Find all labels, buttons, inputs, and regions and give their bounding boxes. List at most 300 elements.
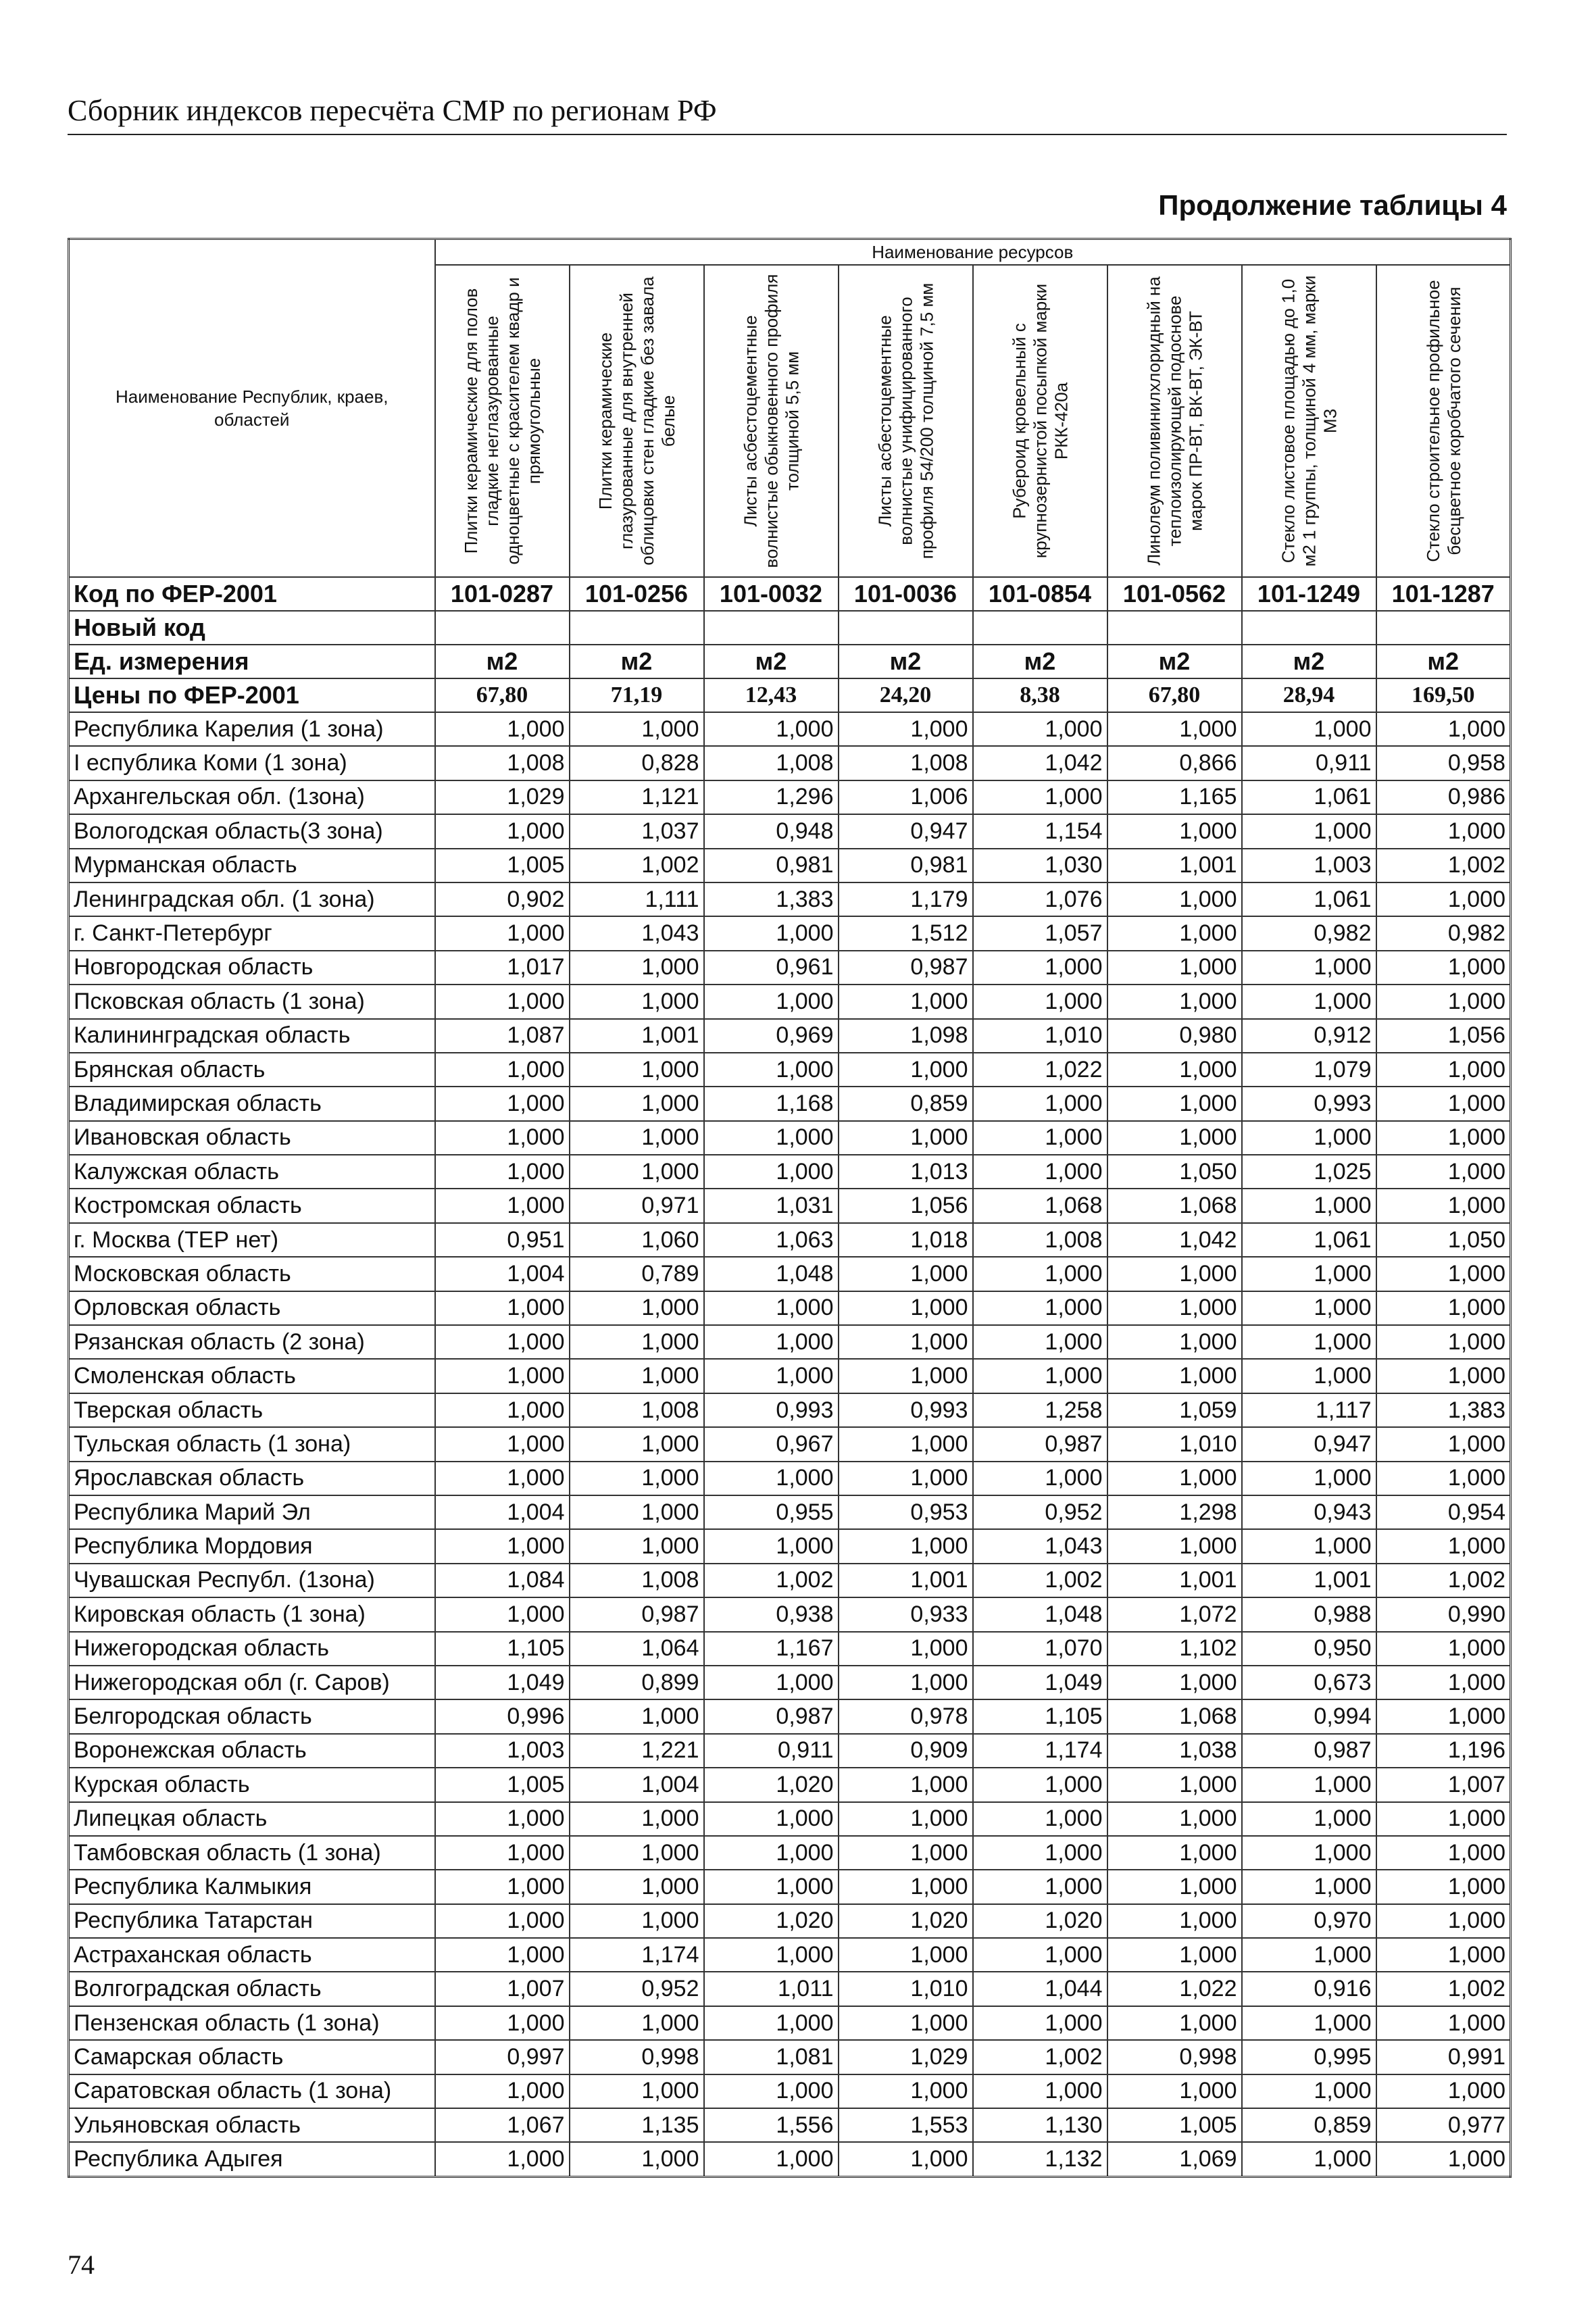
index-value: 1,004 [570, 1768, 704, 1801]
index-value: 1,000 [704, 1870, 839, 1903]
index-value: 1,132 [973, 2142, 1107, 2176]
table-row [69, 1393, 1511, 1427]
index-value: 0,995 [1242, 2040, 1376, 2074]
index-value: 1,000 [973, 2074, 1107, 2108]
index-value: 1,000 [435, 1087, 570, 1120]
index-value: 1,174 [973, 1734, 1107, 1768]
index-value: 1,000 [1242, 951, 1376, 985]
index-value: 1,000 [1376, 1632, 1511, 1666]
index-value: 1,000 [839, 1938, 973, 1972]
table-row [69, 1836, 1511, 1870]
resource-header-wrap [1377, 266, 1511, 576]
index-value: 1,000 [973, 1768, 1107, 1801]
new-code-row-label: Новый код [69, 611, 435, 645]
index-value: 1,196 [1376, 1734, 1511, 1768]
index-value: 1,000 [973, 951, 1107, 985]
region-name: Тульская область (1 зона) [69, 1427, 435, 1461]
index-value: 1,000 [704, 2006, 839, 2040]
resource-header-wrap [974, 266, 1107, 576]
table-row [69, 746, 1511, 780]
price-row-value: 28,94 [1242, 678, 1376, 712]
index-value: 0,951 [435, 1223, 570, 1257]
index-value: 1,013 [839, 1155, 973, 1189]
region-name: Владимирская область [69, 1087, 435, 1120]
index-value: 1,000 [1376, 1904, 1511, 1938]
table-row [69, 1666, 1511, 1699]
index-value: 1,000 [1242, 2142, 1376, 2176]
index-value: 1,017 [435, 951, 570, 985]
index-value: 1,000 [1242, 1325, 1376, 1359]
index-value: 1,048 [973, 1597, 1107, 1631]
index-value: 1,000 [839, 985, 973, 1018]
index-value: 0,943 [1242, 1495, 1376, 1529]
index-value: 1,010 [1107, 1427, 1242, 1461]
table-row [69, 1699, 1511, 1733]
resource-name: Листы асбестоцементные волнистые обыкновенного профиля толщиной 5,5 мм [740, 274, 803, 568]
index-value: 1,000 [839, 1427, 973, 1461]
index-value: 0,981 [704, 849, 839, 882]
index-value: 1,167 [704, 1632, 839, 1666]
region-name: I еспублика Коми (1 зона) [69, 746, 435, 780]
price-row [69, 678, 1511, 712]
index-value: 1,044 [973, 1972, 1107, 2006]
index-value: 1,000 [839, 2142, 973, 2176]
index-value: 1,000 [1107, 1291, 1242, 1325]
index-value: 1,000 [1107, 1802, 1242, 1836]
index-value: 1,000 [704, 712, 839, 746]
index-value: 1,000 [839, 1666, 973, 1699]
index-value: 1,000 [1107, 1904, 1242, 1938]
index-value: 0,950 [1242, 1632, 1376, 1666]
index-value: 1,000 [839, 1768, 973, 1801]
index-value: 1,072 [1107, 1597, 1242, 1631]
code-row-label: Код по ФЕР-2001 [69, 577, 435, 611]
index-value: 1,003 [1242, 849, 1376, 882]
index-value: 0,952 [973, 1495, 1107, 1529]
new-code-row-value [704, 611, 839, 645]
region-name: Нижегородская область [69, 1632, 435, 1666]
index-value: 1,000 [1107, 1359, 1242, 1393]
code-row-value: 101-0854 [973, 577, 1107, 611]
index-value: 0,970 [1242, 1904, 1376, 1938]
table-row [69, 1053, 1511, 1087]
index-value: 1,049 [435, 1666, 570, 1699]
index-value: 1,002 [1376, 1972, 1511, 2006]
index-value: 1,050 [1376, 1223, 1511, 1257]
index-value: 1,050 [1107, 1155, 1242, 1189]
index-value: 1,000 [1376, 1836, 1511, 1870]
index-value: 1,000 [839, 1257, 973, 1291]
unit-row-value: м2 [973, 645, 1107, 678]
resource-header-wrap [839, 266, 973, 576]
price-row-value: 169,50 [1376, 678, 1511, 712]
index-value: 1,059 [1107, 1393, 1242, 1427]
index-value: 1,005 [435, 849, 570, 882]
resource-header-wrap [570, 266, 704, 576]
index-value: 1,000 [435, 1189, 570, 1222]
index-value: 0,987 [570, 1597, 704, 1631]
index-value: 1,000 [1376, 2142, 1511, 2176]
new-code-row-value [1107, 611, 1242, 645]
index-value: 1,030 [973, 849, 1107, 882]
index-value: 0,993 [839, 1393, 973, 1427]
price-row-value: 8,38 [973, 678, 1107, 712]
region-name: Самарская область [69, 2040, 435, 2074]
resource-name: Линолеум поливинилхлоридный на теплоизолирующей подоснове марок ПР-ВТ, ВК-ВТ, ЭК-ВТ [1143, 276, 1206, 566]
table-row [69, 951, 1511, 985]
table-row [69, 1257, 1511, 1291]
index-value: 0,990 [1376, 1597, 1511, 1631]
region-name: Ленинградская обл. (1 зона) [69, 882, 435, 916]
index-value: 1,000 [570, 1053, 704, 1087]
region-name: Саратовская область (1 зона) [69, 2074, 435, 2108]
index-value: 1,000 [1242, 1802, 1376, 1836]
code-row-value: 101-1287 [1376, 577, 1511, 611]
index-value: 1,084 [435, 1564, 570, 1597]
index-value: 1,000 [1107, 916, 1242, 950]
index-value: 1,008 [973, 1223, 1107, 1257]
region-name: Орловская область [69, 1291, 435, 1325]
index-value: 1,000 [704, 1529, 839, 1563]
new-code-row [69, 611, 1511, 645]
region-name: Псковская область (1 зона) [69, 985, 435, 1018]
index-value: 1,020 [704, 1904, 839, 1938]
index-value: 1,000 [973, 780, 1107, 814]
index-value: 0,993 [704, 1393, 839, 1427]
unit-row-value: м2 [704, 645, 839, 678]
index-value: 0,673 [1242, 1666, 1376, 1699]
unit-row-value: м2 [1376, 645, 1511, 678]
index-value: 1,000 [1376, 1529, 1511, 1563]
table-row [69, 1189, 1511, 1222]
index-value: 0,982 [1376, 916, 1511, 950]
index-value: 1,068 [1107, 1189, 1242, 1222]
table-row [69, 2040, 1511, 2074]
page-header-title: Сборник индексов пересчёта СМР по регионам РФ [68, 94, 717, 127]
index-value: 1,000 [1376, 1087, 1511, 1120]
index-value: 1,221 [570, 1734, 704, 1768]
index-value: 1,000 [1242, 2006, 1376, 2040]
index-value: 1,038 [1107, 1734, 1242, 1768]
index-value: 1,079 [1242, 1053, 1376, 1087]
index-value: 1,000 [435, 1597, 570, 1631]
index-value: 1,006 [839, 780, 973, 814]
region-name: Ивановская область [69, 1121, 435, 1155]
table-row [69, 1223, 1511, 1257]
table-row [69, 712, 1511, 746]
table-row [69, 1359, 1511, 1393]
index-value: 1,000 [839, 1462, 973, 1495]
index-value: 1,068 [1107, 1699, 1242, 1733]
index-value: 1,000 [1242, 1836, 1376, 1870]
resource-header-wrap [705, 266, 839, 576]
index-value: 1,008 [570, 1564, 704, 1597]
resource-name: Стекло листовое площадью до 1,0 м2 1 группы, толщиной 4 мм, марки М3 [1278, 275, 1341, 567]
index-value: 0,998 [570, 2040, 704, 2074]
index-value: 1,105 [435, 1632, 570, 1666]
index-value: 1,000 [570, 2142, 704, 2176]
index-value: 1,000 [839, 1632, 973, 1666]
new-code-row-value [570, 611, 704, 645]
unit-row [69, 645, 1511, 678]
index-value: 1,043 [973, 1529, 1107, 1563]
region-name: Чувашская Республ. (1зона) [69, 1564, 435, 1597]
index-value: 1,000 [973, 1121, 1107, 1155]
index-value: 1,010 [839, 1972, 973, 2006]
index-value: 1,000 [1376, 1189, 1511, 1222]
index-value: 0,978 [839, 1699, 973, 1733]
table-row [69, 1597, 1511, 1631]
index-value: 1,000 [435, 1155, 570, 1189]
resource-header-wrap [436, 266, 570, 576]
index-value: 1,000 [1242, 985, 1376, 1018]
resource-header [973, 265, 1107, 577]
region-name: Калининградская область [69, 1019, 435, 1053]
index-value: 1,056 [1376, 1019, 1511, 1053]
table-row [69, 780, 1511, 814]
region-name: Московская область [69, 1257, 435, 1291]
index-value: 1,000 [1107, 2074, 1242, 2108]
index-value: 1,000 [973, 1257, 1107, 1291]
index-value: 0,977 [1376, 2108, 1511, 2142]
index-value: 1,069 [1107, 2142, 1242, 2176]
index-value: 1,165 [1107, 780, 1242, 814]
index-value: 1,000 [1107, 1666, 1242, 1699]
index-value: 1,000 [1376, 1359, 1511, 1393]
index-value: 1,007 [435, 1972, 570, 2006]
table-row [69, 1802, 1511, 1836]
index-value: 1,000 [435, 1870, 570, 1903]
table-row [69, 1632, 1511, 1666]
index-value: 0,971 [570, 1189, 704, 1222]
code-row-value: 101-1249 [1242, 577, 1376, 611]
index-value: 1,121 [570, 780, 704, 814]
index-value: 1,000 [1376, 951, 1511, 985]
table-row [69, 1938, 1511, 1972]
index-value: 1,000 [839, 1802, 973, 1836]
index-value: 1,000 [704, 2142, 839, 2176]
index-value: 1,000 [1107, 1462, 1242, 1495]
unit-row-label: Ед. измерения [69, 645, 435, 678]
index-value: 1,000 [839, 1870, 973, 1903]
unit-row-value: м2 [435, 645, 570, 678]
index-value: 1,000 [435, 814, 570, 848]
region-name: Волгоградская область [69, 1972, 435, 2006]
index-value: 1,179 [839, 882, 973, 916]
index-value: 0,955 [704, 1495, 839, 1529]
index-value: 1,000 [435, 1904, 570, 1938]
table-row [69, 2108, 1511, 2142]
table-body [69, 577, 1511, 2176]
index-value: 1,000 [570, 1359, 704, 1393]
index-value: 1,000 [1376, 1325, 1511, 1359]
region-name: Пензенская область (1 зона) [69, 2006, 435, 2040]
region-name: Рязанская область (2 зона) [69, 1325, 435, 1359]
index-value: 1,000 [435, 1121, 570, 1155]
index-value: 1,002 [570, 849, 704, 882]
region-name: Тамбовская область (1 зона) [69, 1836, 435, 1870]
table-caption: Продолжение таблицы 4 [1158, 189, 1507, 221]
index-value: 1,000 [1376, 1870, 1511, 1903]
index-value: 1,130 [973, 2108, 1107, 2142]
index-value: 1,000 [1376, 712, 1511, 746]
index-value: 1,000 [1107, 882, 1242, 916]
index-value: 1,000 [435, 1427, 570, 1461]
index-value: 1,000 [973, 1087, 1107, 1120]
index-value: 1,135 [570, 2108, 704, 2142]
index-value: 1,000 [1376, 1802, 1511, 1836]
unit-row-value: м2 [1242, 645, 1376, 678]
index-value: 0,996 [435, 1699, 570, 1733]
index-value: 0,899 [570, 1666, 704, 1699]
region-name: г. Москва (ТЕР нет) [69, 1223, 435, 1257]
index-value: 1,000 [1107, 1870, 1242, 1903]
index-value: 1,000 [704, 1666, 839, 1699]
new-code-row-value [973, 611, 1107, 645]
index-value: 1,000 [973, 1938, 1107, 1972]
index-value: 0,997 [435, 2040, 570, 2074]
unit-row-value: м2 [570, 645, 704, 678]
index-value: 1,000 [1242, 1768, 1376, 1801]
index-value: 1,000 [973, 1155, 1107, 1189]
index-value: 0,998 [1107, 2040, 1242, 2074]
index-value: 1,008 [570, 1393, 704, 1427]
index-value: 1,000 [1107, 814, 1242, 848]
index-value: 1,000 [1242, 1938, 1376, 1972]
index-value: 1,000 [1242, 1121, 1376, 1155]
index-value: 0,991 [1376, 2040, 1511, 2074]
region-name: Новгородская область [69, 951, 435, 985]
price-row-value: 67,80 [1107, 678, 1242, 712]
index-value: 1,042 [973, 746, 1107, 780]
resource-header [570, 265, 704, 577]
index-value: 1,022 [973, 1053, 1107, 1087]
region-name: г. Санкт-Петербург [69, 916, 435, 950]
region-name: Мурманская область [69, 849, 435, 882]
index-value: 1,000 [704, 1836, 839, 1870]
region-name: Ульяновская область [69, 2108, 435, 2142]
index-value: 0,911 [1242, 746, 1376, 780]
corner-header: Наименование Республик, краев, областей [69, 239, 435, 578]
index-value: 1,000 [570, 2006, 704, 2040]
index-value: 0,982 [1242, 916, 1376, 950]
index-value: 1,049 [973, 1666, 1107, 1699]
index-value: 1,043 [570, 916, 704, 950]
index-value: 1,000 [1242, 1529, 1376, 1563]
index-value: 1,000 [570, 712, 704, 746]
resource-header [704, 265, 839, 577]
table-row [69, 2074, 1511, 2108]
region-name: Вологодская область(3 зона) [69, 814, 435, 848]
index-value: 1,000 [839, 1291, 973, 1325]
index-value: 1,000 [839, 1325, 973, 1359]
index-value: 1,000 [973, 1870, 1107, 1903]
index-value: 1,154 [973, 814, 1107, 848]
index-value: 1,000 [1242, 1291, 1376, 1325]
index-value: 1,000 [1376, 1291, 1511, 1325]
index-value: 1,000 [1242, 1257, 1376, 1291]
index-value: 1,102 [1107, 1632, 1242, 1666]
index-value: 1,001 [1242, 1564, 1376, 1597]
index-value: 1,068 [973, 1189, 1107, 1222]
region-name: Тверская область [69, 1393, 435, 1427]
index-value: 1,000 [435, 1053, 570, 1087]
index-value: 0,912 [1242, 1019, 1376, 1053]
index-value: 1,000 [1376, 1699, 1511, 1733]
index-value: 1,000 [704, 1359, 839, 1393]
index-value: 0,866 [1107, 746, 1242, 780]
region-name: Республика Калмыкия [69, 1870, 435, 1903]
index-value: 1,000 [839, 1121, 973, 1155]
index-value: 1,031 [704, 1189, 839, 1222]
index-value: 1,003 [435, 1734, 570, 1768]
index-value: 1,000 [704, 916, 839, 950]
index-value: 1,000 [570, 2074, 704, 2108]
index-value: 1,105 [973, 1699, 1107, 1733]
index-value: 1,005 [435, 1768, 570, 1801]
table-row [69, 1564, 1511, 1597]
index-value: 1,000 [570, 1087, 704, 1120]
index-value: 1,174 [570, 1938, 704, 1972]
index-value: 1,000 [973, 1291, 1107, 1325]
index-value: 0,994 [1242, 1699, 1376, 1733]
table-row [69, 1427, 1511, 1461]
index-value: 1,000 [704, 1121, 839, 1155]
region-name: Белгородская область [69, 1699, 435, 1733]
price-row-value: 12,43 [704, 678, 839, 712]
table-row [69, 2142, 1511, 2176]
index-value: 1,000 [435, 1802, 570, 1836]
region-name: Нижегородская обл (г. Саров) [69, 1666, 435, 1699]
index-value: 1,000 [435, 2006, 570, 2040]
region-name: Республика Татарстан [69, 1904, 435, 1938]
index-value: 1,001 [1107, 1564, 1242, 1597]
index-value: 1,000 [839, 2074, 973, 2108]
index-value: 0,987 [1242, 1734, 1376, 1768]
index-value: 0,909 [839, 1734, 973, 1768]
index-value: 1,000 [1376, 1666, 1511, 1699]
index-value: 1,000 [973, 1836, 1107, 1870]
index-value: 1,000 [1376, 1155, 1511, 1189]
index-value: 1,000 [1376, 985, 1511, 1018]
index-value: 1,000 [1242, 814, 1376, 848]
index-value: 0,902 [435, 882, 570, 916]
index-value: 0,988 [1242, 1597, 1376, 1631]
index-value: 1,000 [570, 1802, 704, 1836]
region-name: Смоленская область [69, 1359, 435, 1393]
new-code-row-value [435, 611, 570, 645]
index-value: 1,020 [973, 1904, 1107, 1938]
index-value: 0,981 [839, 849, 973, 882]
index-value: 1,029 [435, 780, 570, 814]
index-value: 1,000 [839, 712, 973, 746]
index-value: 1,000 [973, 1359, 1107, 1393]
index-value: 0,859 [1242, 2108, 1376, 2142]
code-row-value: 101-0562 [1107, 577, 1242, 611]
index-value: 1,258 [973, 1393, 1107, 1427]
index-value: 1,020 [704, 1768, 839, 1801]
index-value: 1,000 [1107, 712, 1242, 746]
table-row [69, 849, 1511, 882]
index-value: 1,000 [435, 1836, 570, 1870]
price-row-value: 67,80 [435, 678, 570, 712]
index-value: 1,000 [704, 2074, 839, 2108]
index-value: 1,000 [704, 1325, 839, 1359]
index-value: 0,933 [839, 1597, 973, 1631]
index-value: 1,556 [704, 2108, 839, 2142]
index-value: 1,000 [435, 1291, 570, 1325]
region-name: Брянская область [69, 1053, 435, 1087]
